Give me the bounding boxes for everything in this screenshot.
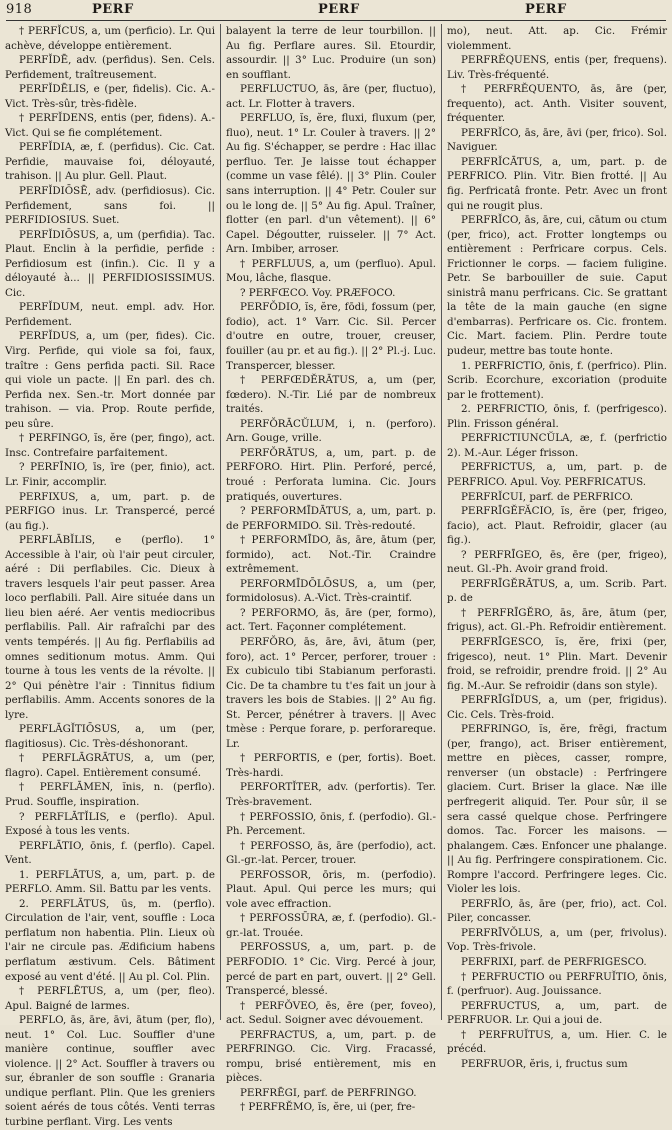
dictionary-entry: † PERFOSSO, ās, āre (perfodio), act. Gl.-gr.-lat. Percer, trouer. — [226, 839, 436, 867]
dictionary-entry: PERFĬDUS, a, um (per, fides). Cic. Virg. Perfide, qui viole sa foi, faux, traître : Gens perfida pacti. Sil. Race qui viole un pacte. || En parl. des ch. Perfida nex. Sen.-tr. Mort donnée par trahison. — via. Prop. Route perfide, peu sûre. — [5, 330, 215, 430]
dictionary-entry: PERFRACTUS, a, um, part. p. de PERFRINGO. Cic. Virg. Fracassé, rompu, brisé entièrement, mis en pièces. — [226, 1028, 436, 1085]
dictionary-entry: † PERFLĀMEN, ĭnis, n. (perflo). Prud. Souffle, inspiration. — [5, 781, 215, 808]
dictionary-entry: † PERFRĔMO, ĭs, ĕre, ui (per, fre- — [240, 1101, 416, 1114]
dictionary-entry: PERFŎRĀCŬLUM, i, n. (perforo). Arn. Gouge, vrille. — [226, 417, 436, 445]
dictionary-entry: ? PERFRĪGEO, ēs, ēre (per, frigeo), neut. Gl.-Ph. Avoir grand froid. — [447, 548, 667, 576]
dictionary-entry: † PERFRĔQUENTO, ās, āre (per, frequento), act. Anth. Visiter souvent, fréquenter. — [447, 83, 667, 125]
dictionary-entry: † PERFORTIS, e (per, fortis). Boet. Très-hardi. — [226, 752, 436, 779]
dictionary-entry: PERFRICTIUNCŬLA, æ, f. (perfrictio 2). M.-Aur. Léger frisson. — [447, 432, 667, 459]
guide-word-center: PERF — [318, 2, 360, 17]
dictionary-entry: † PERFŎVEO, ēs, ēre (per, foveo), act. Sedul. Soigner avec dévouement. — [226, 999, 436, 1027]
dictionary-entry: PERFŎRO, ās, āre, āvi, ātum (per, foro), act. 1° Percer, perforer, trouer : Ex cubiculo tibi Stabianum perforasti. Cic. De ta chambre tu t'es fait un jour à travers les bois de Stabies. || 2° Au fig. St. Percer, pénétrer à travers. || Avec tmèse : Perque forare, p. perforareque. Lr. — [226, 635, 436, 750]
page-number: 918 — [6, 2, 33, 17]
dictionary-entry: PERFRĪVŎLUS, a, um (per, frivolus). Vop. Très-frivole. — [447, 926, 667, 954]
dictionary-entry: mo), neut. Att. ap. Cic. Frémir violemment. — [447, 25, 667, 52]
dictionary-entry: 2. PERFLĀTUS, ūs, m. (perflo). Circulation de l'air, vent, souffle : Loca perflatum non habentia. Plin. Lieux où l'air ne circule pas. Ædificium habens perflatum æstivum. Cels. Bâtiment exposé au vent d'été. || Au pl. Col. Plin. — [5, 897, 215, 983]
dictionary-entry: † PERFOSSIO, ōnis, f. (perfodio). Gl.-Ph. Percement. — [226, 810, 436, 838]
dictionary-entry: PERFLUO, ĭs, ĕre, fluxi, fluxum (per, fluo), neut. 1° Lr. Couler à travers. || 2° Au fig. S'échapper, se perdre : Hac illac perfluo. Ter. Je laisse tout échapper (comme un vase fêlé). || 3° Plin. Couler sans interruption. || 4° Petr. Couler sur ou le long de. || 5° Au fig. Apul. Traîner, flotter (en parl. d'un vêtement). || 6° Capel. Dégoutter, ruisseler. || 7° Act. Arn. Imbiber, arroser. — [226, 112, 436, 256]
dictionary-entry: PERFRĒGI, parf. de PERFRINGO. — [240, 1086, 417, 1099]
column-right — [447, 24, 667, 1070]
dictionary-entry: ? PERFŒCO. Voy. PRÆFOCO. — [240, 286, 396, 299]
dictionary-entry: ? PERFORMO, ās, āre (per, formo), act. Tert. Façonner complétement. — [226, 606, 436, 634]
dictionary-entry: 2. PERFRICTIO, ōnis, f. (perfrigesco). Plin. Frisson général. — [447, 403, 667, 430]
dictionary-entry: † PERFRUĬTUS, a, um. Hier. C. le précéd. — [447, 1028, 667, 1056]
dictionary-entry: 1. PERFLĀTUS, a, um, part. p. de PERFLO. Amm. Sil. Battu par les vents. — [5, 868, 215, 896]
guide-word-left: PERF — [92, 2, 134, 17]
dictionary-entry: † PERFŒDĔRĀTUS, a, um (per, fœdero). N.-Tir. Lié par de nombreux traités. — [226, 374, 436, 416]
dictionary-entry: 1. PERFRICTIO, ōnis, f. (perfrico). Plin. Scrib. Ecorchure, excoriation (produite par le frottement). — [447, 359, 667, 401]
dictionary-entry: PERFLĀGĬTIŌSUS, a, um (per, flagitiosus). Cic. Très-déshonorant. — [5, 723, 215, 750]
dictionary-entry: † PERFINGO, ĭs, ĕre (per, fingo), act. Insc. Contrefaire parfaitement. — [5, 432, 215, 459]
column-divider — [441, 24, 442, 1020]
dictionary-entry: PERFORMĪDŌLŌSUS, a, um (per, formidolosus). A.-Vict. Très-craintif. — [226, 577, 436, 605]
dictionary-entry: PERFLĀBĬLIS, e (perflo). 1° Accessible à l'air, où l'air peut circuler, aéré : Dii perflabiles. Cic. Dieux à travers lesquels l'air peut passer. Area loco perflabili. Pall. Aire située dans un lieu bien aéré. Aer ventis mediocribus perflabilis. Pall. Air rafraîchi par des vents tempérés. || Au fig. Perflabilis ad omnes seditionum motus. Amm. Qui tourne à tous les vents de la révolte. || 2° Qui pénètre l'air : Tinnitus fidium perflabilis. Amm. Accents sonores de la lyre. — [5, 534, 215, 721]
dictionary-entry: † PERFLUUS, a, um (perfluo). Apul. Mou, lâche, flasque. — [226, 257, 436, 285]
dictionary-entry: PERFRINGO, ĭs, ĕre, frēgi, fractum (per, frango), act. Briser entièrement, mettre en pièces, casser, rompre, renverser (un obstacle) : Perfringere glaciem. Curt. Briser la glace. Næ ille perfregerit aliquid. Ter. Pour sûr, il se sera cassé quelque chose. Perfringere domos. Tac. Forcer les maisons. — phalangem. Cæs. Enfoncer une phalange. || Au fig. Perfringere conspirationem. Cic. Rompre l'accord. Perfringere leges. Cic. Violer les lois. — [447, 723, 667, 896]
dictionary-entry: ? PERFLĀTĬLIS, e (perflo). Apul. Exposé à tous les vents. — [5, 810, 215, 838]
dictionary-entry: PERFRĪGĔFĂCIO, ĭs, ĕre (per, frigeo, facio), act. Plaut. Refroidir, glacer (au fig.). — [447, 505, 667, 547]
dictionary-entry: PERFRĬCO, ās, āre, āvi (per, frico). Sol. Naviguer. — [447, 126, 667, 154]
column-divider — [220, 24, 221, 1020]
dictionary-entry: PERFRICTUS, a, um, part. p. de PERFRICO. Apul. Voy. PERFRICATUS. — [447, 461, 667, 488]
dictionary-entry: PERFRUOR, ĕris, i, fructus sum — [461, 1057, 628, 1070]
dictionary-entry: PERFORTĬTER, adv. (perfortis). Ter. Très-bravement. — [226, 781, 436, 808]
dictionary-entry: † PERFRUCTIO ou PERFRUĬTIO, ōnis, f. (perfruor). Aug. Jouissance. — [447, 970, 667, 998]
column-left — [5, 24, 215, 1129]
dictionary-entry: PERFĬDIŌSUS, a, um (perfidia). Tac. Plaut. Enclin à la perfidie, perfide : Perfidiosum est (infin.). Cic. Il y a déloyauté à... || PERFIDIOSISSIMUS. Cic. — [5, 228, 215, 299]
dictionary-entry: PERFĬDĒLIS, e (per, fidelis). Cic. A.-Vict. Très-sûr, très-fidèle. — [5, 83, 215, 110]
dictionary-entry: PERFĬDĒ, adv. (perfidus). Sen. Cels. Perfidement, traîtreusement. — [5, 54, 215, 81]
dictionary-entry: † PERFLĒTUS, a, um (per, fleo). Apul. Baigné de larmes. — [5, 985, 215, 1012]
dictionary-entry: PERFLO, ās, āre, āvi, ātum (per, flo), neut. 1° Col. Luc. Souffler d'une manière continue, souffler avec violence. || 2° Act. Souffler à travers ou sur, ébranler de son souffle : Granaria undique perflant. Plin. Que les greniers soient aérés de tous côtés. Venti terras turbine perflant. Virg. Les vents — [5, 1014, 215, 1129]
dictionary-entry: PERFLUCTUO, ās, āre (per, fluctuo), act. Lr. Flotter à travers. — [226, 83, 436, 110]
dictionary-entry: † PERFOSSŪRA, æ, f. (perfodio). Gl.-gr.-lat. Trouée. — [226, 912, 436, 939]
dictionary-entry: PERFŎRĀTUS, a, um, part. p. de PERFORO. Hirt. Plin. Perforé, percé, troué : Perforata lumina. Cic. Jours pratiqués, ouvertures. — [226, 446, 436, 503]
dictionary-entry: PERFRĪGESCO, ĭs, ĕre, frixi (per, frigesco), neut. 1° Plin. Mart. Devenir froid, se refroidir, prendre froid. || 2° Au fig. M.-Aur. Se refroidir (dans son style). — [447, 635, 667, 692]
dictionary-entry: † PERFRĪGĔRO, ās, āre, ātum (per, frigus), act. Gl.-Ph. Refroidir entièrement. — [447, 606, 667, 634]
dictionary-entry: † PERFĬDENS, entis (per, fidens). A.-Vict. Qui se fie complétement. — [5, 112, 215, 139]
dictionary-entry: PERFRĪGĔRĀTUS, a, um. Scrib. Part. p. de — [447, 577, 667, 605]
header-rule — [6, 20, 666, 21]
column-center — [226, 24, 436, 1114]
dictionary-entry: PERFRĬCĀTUS, a, um, part. p. de PERFRICO. Plin. Vitr. Bien frotté. || Au fig. Perfricatâ fronte. Petr. Avec un front qui ne rougit plus. — [447, 155, 667, 212]
guide-word-right: PERF — [525, 2, 567, 17]
dictionary-entry: PERFRĪGĬDUS, a, um (per, frigidus). Cic. Cels. Très-froid. — [447, 694, 667, 721]
dictionary-entry: PERFRIXI, parf. de PERFRIGESCO. — [461, 956, 647, 968]
dictionary-entry: † PERFLĀGRĀTUS, a, um (per, flagro). Capel. Entièrement consumé. — [5, 752, 215, 779]
dictionary-entry: PERFLĀTIO, ōnis, f. (perflo). Capel. Vent. — [5, 839, 215, 867]
dictionary-entry: PERFRĬCUI, parf. de PERFRICO. — [461, 490, 634, 503]
dictionary-entry: PERFOSSOR, ōris, m. (perfodio). Plaut. Apul. Qui perce les murs; qui vole avec effraction. — [226, 868, 436, 910]
dictionary-entry: PERFRĬCO, ās, āre, cui, cātum ou ctum (per, frico), act. Frotter longtemps ou entièrement : Perfricare corpus. Cels. Frictionner le corps. — faciem fuligine. Petr. Se barbouiller de suie. Caput sinistrâ manu perfricans. Cic. Se grattant la tête de la main gauche (en signe d'embarras). Perfricare os. Cic. frontem. Cic. Mart. faciem. Plin. Perdre toute pudeur, mettre bas toute honte. — [447, 214, 667, 358]
dictionary-entry: PERFĬDUM, neut. empl. adv. Hor. Perfidement. — [5, 301, 215, 328]
dictionary-entry: PERFŎDIO, ĭs, ĕre, fōdi, fossum (per, fodio), act. 1° Varr. Cic. Sil. Percer d'outre en outre, trouer, creuser, fouiller (au pr. et au fig.). || 2° Pl.-j. Luc. Transpercer, blesser. — [226, 301, 436, 372]
dictionary-entry: ? PERFĪNIO, īs, īre (per, finio), act. Lr. Finir, accomplir. — [5, 461, 215, 488]
dictionary-entry: ? PERFORMĪDĀTUS, a, um, part. p. de PERFORMIDO. Sil. Très-redouté. — [226, 505, 436, 532]
dictionary-entry: PERFIXUS, a, um, part. p. de PERFIGO inus. Lr. Transpercé, percé (au fig.). — [5, 490, 215, 532]
dictionary-entry: PERFĬDIŌSĒ, adv. (perfidiosus). Cic. Perfidement, sans foi. || PERFIDIOSIUS. Suet. — [5, 185, 215, 227]
dictionary-entry: PERFRĔQUENS, entis (per, frequens). Liv. Très-fréquenté. — [447, 54, 667, 81]
dictionary-entry: PERFOSSUS, a, um, part. p. de PERFODIO. 1° Cic. Virg. Percé à jour, percé de part en part, ouvert. || 2° Gell. Transpercé, blessé. — [226, 941, 436, 998]
dictionary-entry: balayent la terre de leur tourbillon. || Au fig. Perflare aures. Sil. Etourdir, assourdir. || 3° Luc. Produire (un son) en soufflant. — [226, 25, 436, 81]
dictionary-entry: PERFĬDIA, æ, f. (perfidus). Cic. Cat. Perfidie, mauvaise foi, déloyauté, trahison. || Au plur. Gell. Plaut. — [5, 141, 215, 183]
dictionary-entry: † PERFĬCUS, a, um (perficio). Lr. Qui achève, développe entièrement. — [5, 25, 215, 52]
dictionary-entry: PERFRUCTUS, a, um, part. de PERFRUOR. Lr. Qui a joui de. — [447, 999, 667, 1027]
dictionary-entry: † PERFORMĪDO, ās, āre, ātum (per, formido), act. Not.-Tir. Craindre extrêmement. — [226, 534, 436, 576]
dictionary-entry: PERFRĬO, ās, āre (per, frio), act. Col. Piler, concasser. — [447, 897, 667, 925]
